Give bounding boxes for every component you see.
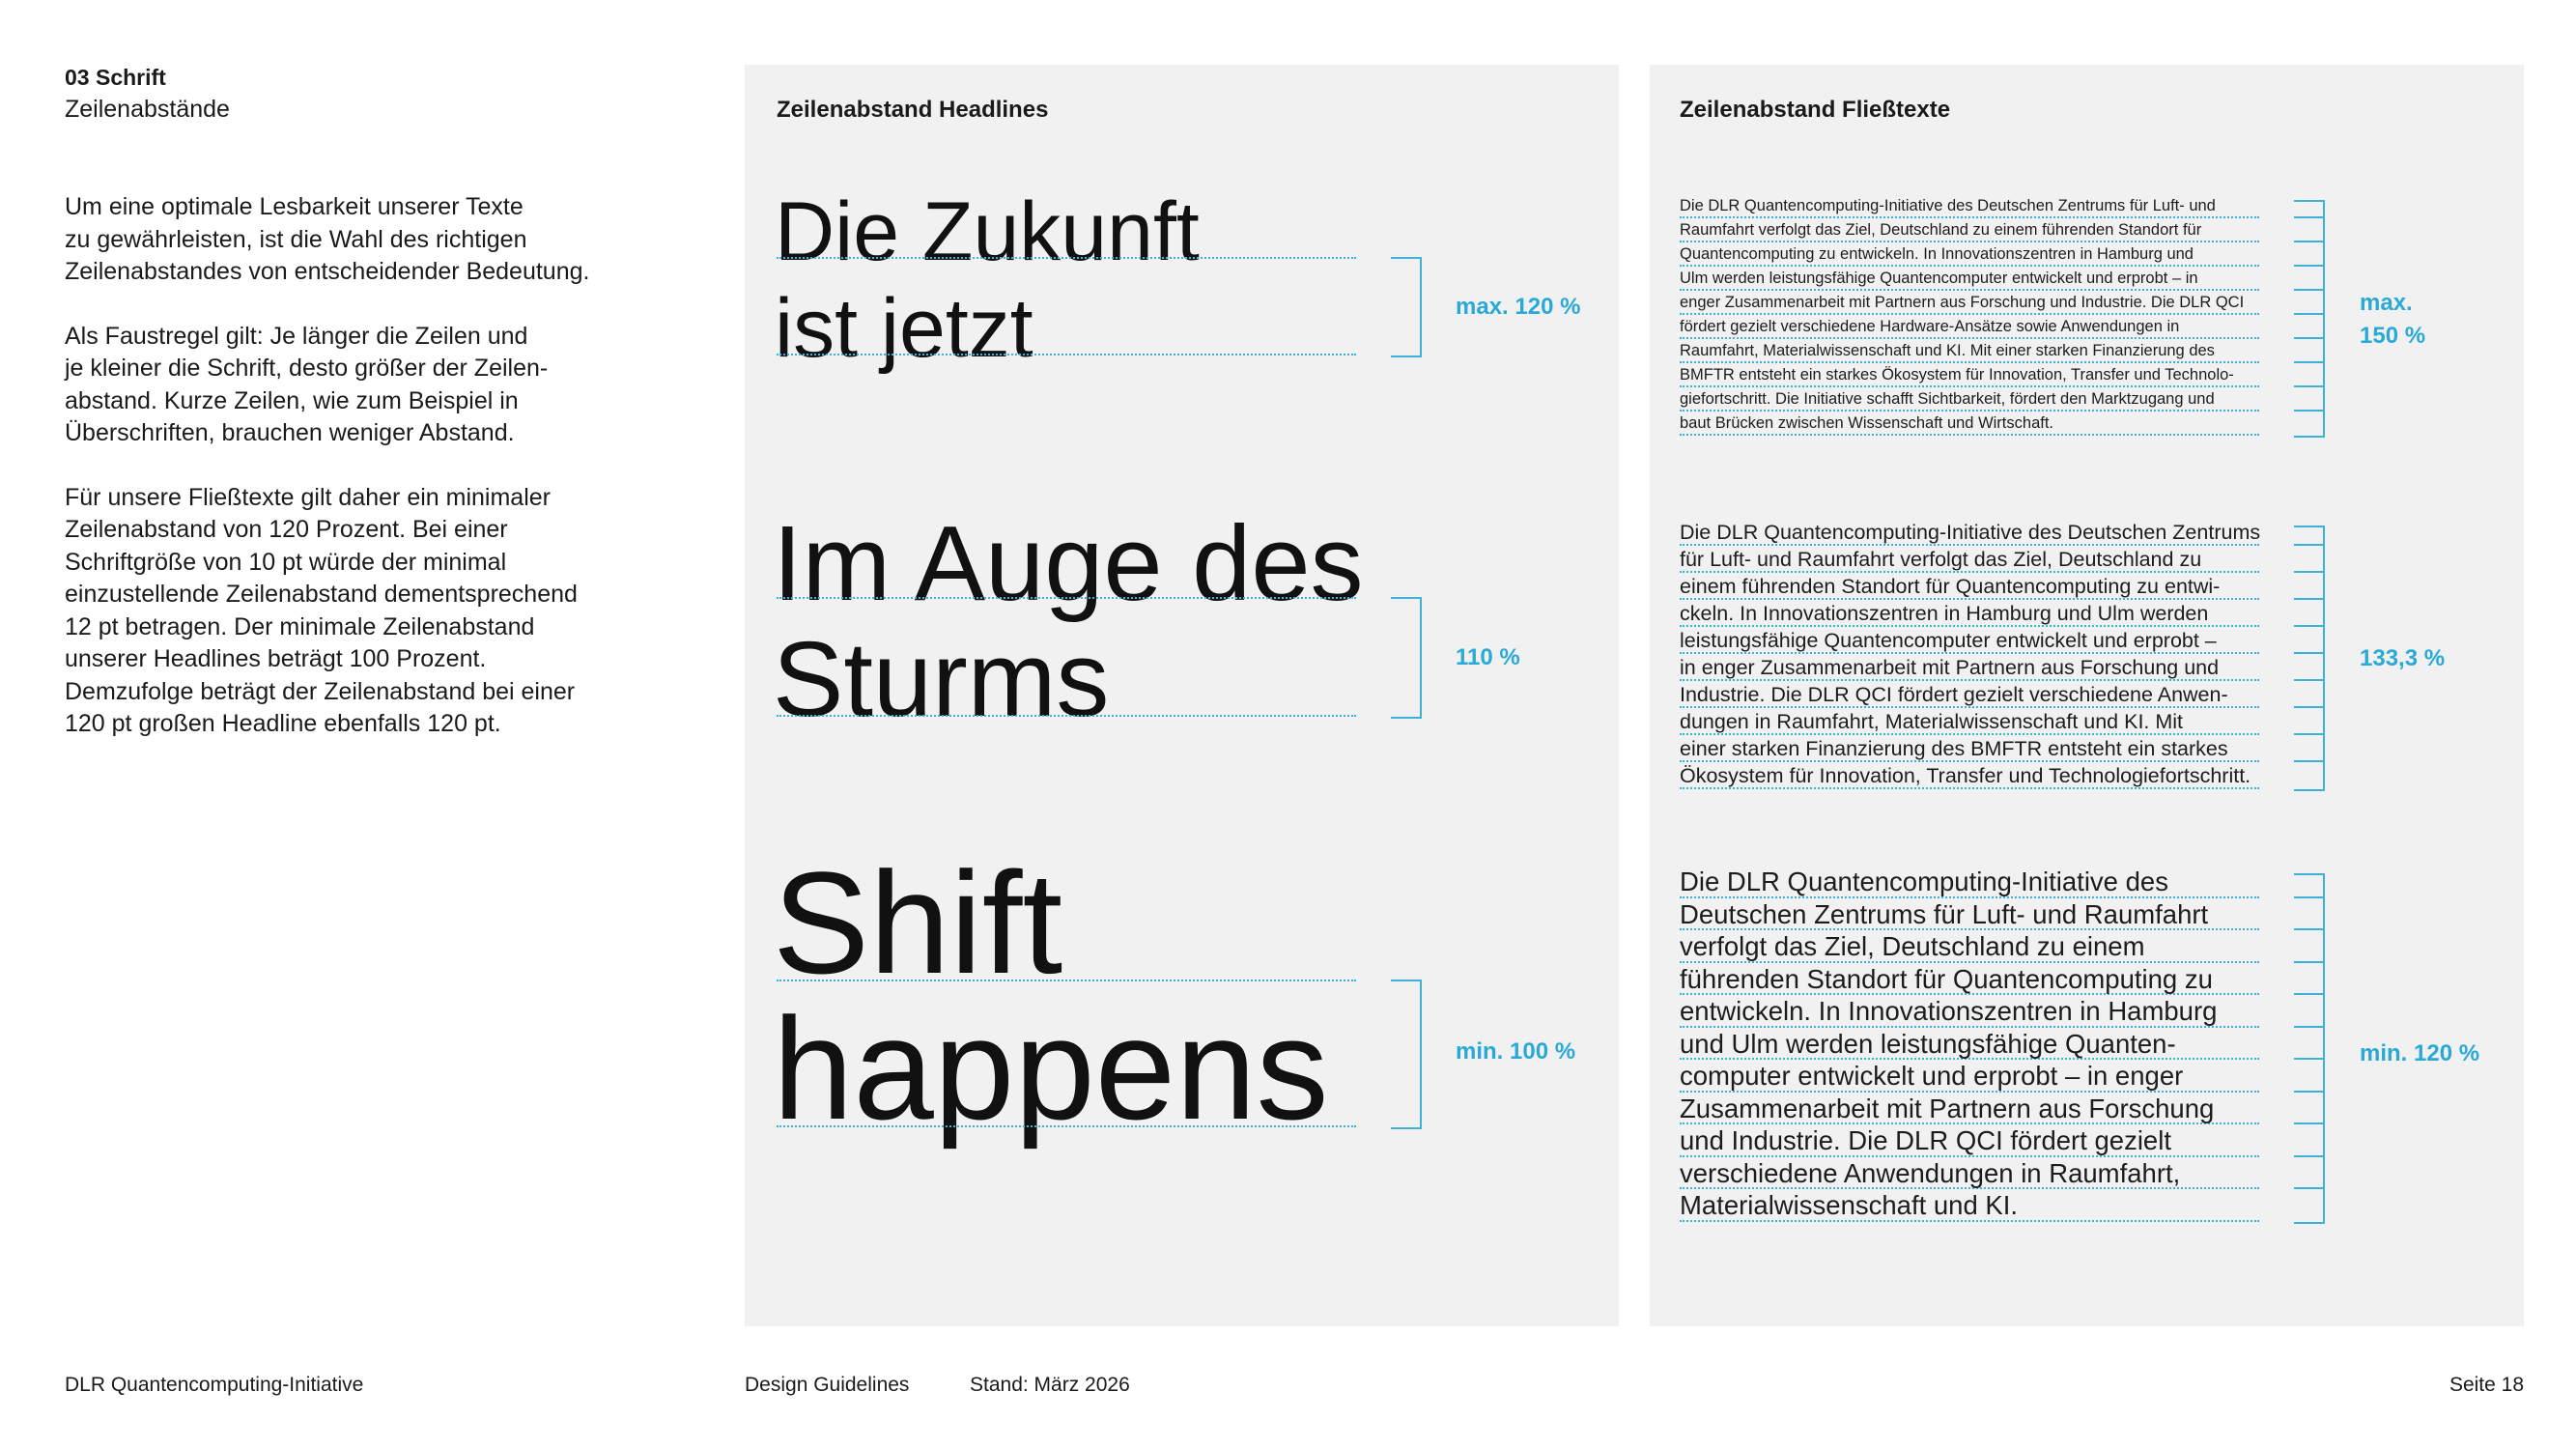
bodytext-line: Industrie. Die DLR QCI fördert gezielt verschiedene Anwen- bbox=[1680, 681, 2259, 708]
footer-brand: DLR Quantencomputing-Initiative bbox=[65, 1374, 364, 1396]
leading-tick bbox=[2294, 1091, 2323, 1093]
leading-tick bbox=[2294, 216, 2323, 218]
bodytext-line: baut Brücken zwischen Wissenschaft und Wirtschaft. bbox=[1680, 412, 2259, 436]
leading-tick bbox=[2294, 896, 2323, 898]
bodytext-panel-title: Zeilenabstand Fließtexte bbox=[1680, 97, 1951, 123]
bodytext-line: Quantencomputing zu entwickeln. In Innovationszentren in Hamburg und bbox=[1680, 242, 2259, 267]
headlines-panel-title: Zeilenabstand Headlines bbox=[777, 97, 1049, 123]
bodytext-line: in enger Zusammenarbeit mit Partnern aus Forschung und bbox=[1680, 654, 2259, 681]
leading-bracket bbox=[2294, 200, 2325, 438]
bodytext-line: und Industrie. Die DLR QCI fördert gezielt bbox=[1680, 1124, 2259, 1157]
bodytext-line: Ulm werden leistungsfähige Quantencomputer entwickelt und erprobt – in bbox=[1680, 267, 2259, 291]
bodytext-line: dungen in Raumfahrt, Materialwissenschaft und KI. Mit bbox=[1680, 708, 2259, 735]
headline-example-2 bbox=[773, 506, 1364, 738]
leading-tick bbox=[2294, 265, 2323, 267]
leading-tick bbox=[2294, 241, 2323, 242]
leading-tick bbox=[2294, 961, 2323, 963]
headline-example-1 bbox=[775, 184, 1200, 377]
baseline-guide bbox=[777, 1125, 1356, 1127]
baseline-guide bbox=[777, 597, 1356, 599]
bodytext-line: Ökosystem für Innovation, Transfer und Technologiefortschritt. bbox=[1680, 762, 2259, 789]
leading-tick bbox=[2294, 706, 2323, 708]
leading-bracket bbox=[2294, 526, 2325, 791]
leading-tick bbox=[2294, 410, 2323, 412]
leading-label: 133,3 % bbox=[2360, 645, 2446, 671]
footer-date: Stand: März 2026 bbox=[970, 1374, 1130, 1396]
bodytext-line: Raumfahrt, Materialwissenschaft und KI. Mit einer starken Finanzierung des bbox=[1680, 339, 2259, 363]
leading-tick bbox=[2294, 544, 2323, 546]
leading-tick bbox=[2294, 571, 2323, 573]
baseline-guide bbox=[777, 980, 1356, 981]
bodytext-line: leistungsfähige Quantencomputer entwickelt und erprobt – bbox=[1680, 627, 2259, 654]
headline-line: happens bbox=[773, 987, 1329, 1150]
bodytext-line: für Luft- und Raumfahrt verfolgt das Ziel, Deutschland zu bbox=[1680, 546, 2259, 573]
leading-tick bbox=[2294, 625, 2323, 627]
leading-tick bbox=[2294, 1026, 2323, 1028]
bodytext-line: Zusammenarbeit mit Partnern aus Forschung bbox=[1680, 1093, 2259, 1125]
leading-tick bbox=[2294, 733, 2323, 735]
bodytext-line: Die DLR Quantencomputing-Initiative des bbox=[1680, 866, 2259, 898]
baseline-guide bbox=[777, 257, 1356, 259]
leading-tick bbox=[2294, 1155, 2323, 1157]
intro-paragraph: Für unsere Fließtexte gilt daher ein minimaler Zeilenabstand von 120 Prozent. Bei einer Schriftgröße von 10 pt würde der minimal einzustellende Zeilenabstand dementsprechend 12 pt betragen. Der minimale Zeilenabstand unserer Headlines beträgt 100 Prozent. Demzufolge beträgt der Zeilenabstand bei einer 120 pt großen Headline ebenfalls 120 pt. bbox=[65, 483, 578, 737]
leading-tick bbox=[2294, 928, 2323, 930]
leading-label: 110 % bbox=[1456, 644, 1520, 670]
headline-line: Shift bbox=[773, 841, 1063, 1004]
leading-tick bbox=[2294, 313, 2323, 315]
leading-tick bbox=[2294, 760, 2323, 762]
bodytext-line: fördert gezielt verschiedene Hardware-Ansätze sowie Anwendungen in bbox=[1680, 315, 2259, 339]
leading-tick bbox=[2294, 1122, 2323, 1124]
bodytext-line: entwickeln. In Innovationszentren in Hamburg bbox=[1680, 995, 2259, 1028]
intro-paragraph: Um eine optimale Lesbarkeit unserer Texte zu gewährleisten, ist die Wahl des richtigen Zeilenabstandes von entscheidender Bedeutung. bbox=[65, 193, 590, 285]
headline-line: Die Zukunft bbox=[775, 185, 1200, 278]
bodytext-example-1 bbox=[1680, 194, 2259, 436]
leading-tick bbox=[2294, 337, 2323, 339]
leading-bracket bbox=[1391, 257, 1422, 357]
baseline-guide bbox=[777, 715, 1356, 717]
leading-tick bbox=[2294, 289, 2323, 291]
bodytext-line: Raumfahrt verfolgt das Ziel, Deutschland zu einem führenden Standort für bbox=[1680, 218, 2259, 242]
leading-tick bbox=[2294, 1187, 2323, 1189]
bodytext-example-2 bbox=[1680, 519, 2259, 789]
headline-line: Sturms bbox=[773, 620, 1110, 739]
bodytext-line: Materialwissenschaft und KI. bbox=[1680, 1189, 2259, 1222]
bodytext-line: einer starken Finanzierung des BMFTR entsteht ein starkes bbox=[1680, 735, 2259, 762]
section-title: Zeilenabstände bbox=[65, 96, 230, 123]
leading-label: min. 100 % bbox=[1456, 1038, 1576, 1065]
leading-tick bbox=[2294, 598, 2323, 600]
leading-tick bbox=[2294, 679, 2323, 681]
bodytext-line: einem führenden Standort für Quantencomputing zu entwi- bbox=[1680, 573, 2259, 600]
leading-label: max. 150 % bbox=[2360, 290, 2426, 349]
bodytext-line: ckeln. In Innovationszentren in Hamburg und Ulm werden bbox=[1680, 600, 2259, 627]
bodytext-line: führenden Standort für Quantencomputing zu bbox=[1680, 963, 2259, 996]
leading-tick bbox=[2294, 652, 2323, 654]
footer-doc-title: Design Guidelines bbox=[745, 1374, 910, 1396]
leading-bracket bbox=[1391, 980, 1422, 1129]
section-number: 03 Schrift bbox=[65, 65, 166, 90]
bodytext-line: enger Zusammenarbeit mit Partnern aus Forschung und Industrie. Die DLR QCI bbox=[1680, 291, 2259, 315]
bodytext-example-3 bbox=[1680, 866, 2259, 1222]
leading-tick bbox=[2294, 993, 2323, 995]
headline-example-3 bbox=[773, 841, 1329, 1150]
bodytext-line: Die DLR Quantencomputing-Initiative des Deutschen Zentrums bbox=[1680, 521, 2261, 544]
headline-line: Im Auge des bbox=[773, 504, 1364, 623]
bodytext-line: giefortschritt. Die Initiative schafft Sichtbarkeit, fördert den Marktzugang und bbox=[1680, 387, 2259, 412]
bodytext-line: BMFTR entsteht ein starkes Ökosystem für Innovation, Transfer und Technolo- bbox=[1680, 363, 2259, 387]
leading-tick bbox=[2294, 361, 2323, 363]
intro-paragraph: Als Faustregel gilt: Je länger die Zeilen und je kleiner die Schrift, desto größer der Zeilen- abstand. Kurze Zeilen, wie zum Beispiel in Überschriften, brauchen weniger Abstand. bbox=[65, 322, 549, 446]
bodytext-line: computer entwickelt und erprobt – in enger bbox=[1680, 1060, 2259, 1093]
leading-bracket bbox=[1391, 597, 1422, 719]
bodytext-line: und Ulm werden leistungsfähige Quanten- bbox=[1680, 1028, 2259, 1061]
leading-label: max. 120 % bbox=[1456, 294, 1581, 320]
intro-text bbox=[65, 191, 644, 773]
leading-bracket bbox=[2294, 873, 2325, 1223]
bodytext-line: Die DLR Quantencomputing-Initiative des Deutschen Zentrums für Luft- und bbox=[1680, 194, 2259, 218]
leading-tick bbox=[2294, 1058, 2323, 1060]
footer-page-number: Seite 18 bbox=[2449, 1374, 2524, 1396]
leading-label: min. 120 % bbox=[2360, 1040, 2480, 1066]
bodytext-line: verschiedene Anwendungen in Raumfahrt, bbox=[1680, 1157, 2259, 1190]
leading-tick bbox=[2294, 385, 2323, 387]
baseline-guide bbox=[777, 354, 1356, 355]
bodytext-line: verfolgt das Ziel, Deutschland zu einem bbox=[1680, 930, 2259, 963]
headline-line: ist jetzt bbox=[775, 282, 1033, 375]
bodytext-line: Deutschen Zentrums für Luft- und Raumfahrt bbox=[1680, 898, 2259, 931]
